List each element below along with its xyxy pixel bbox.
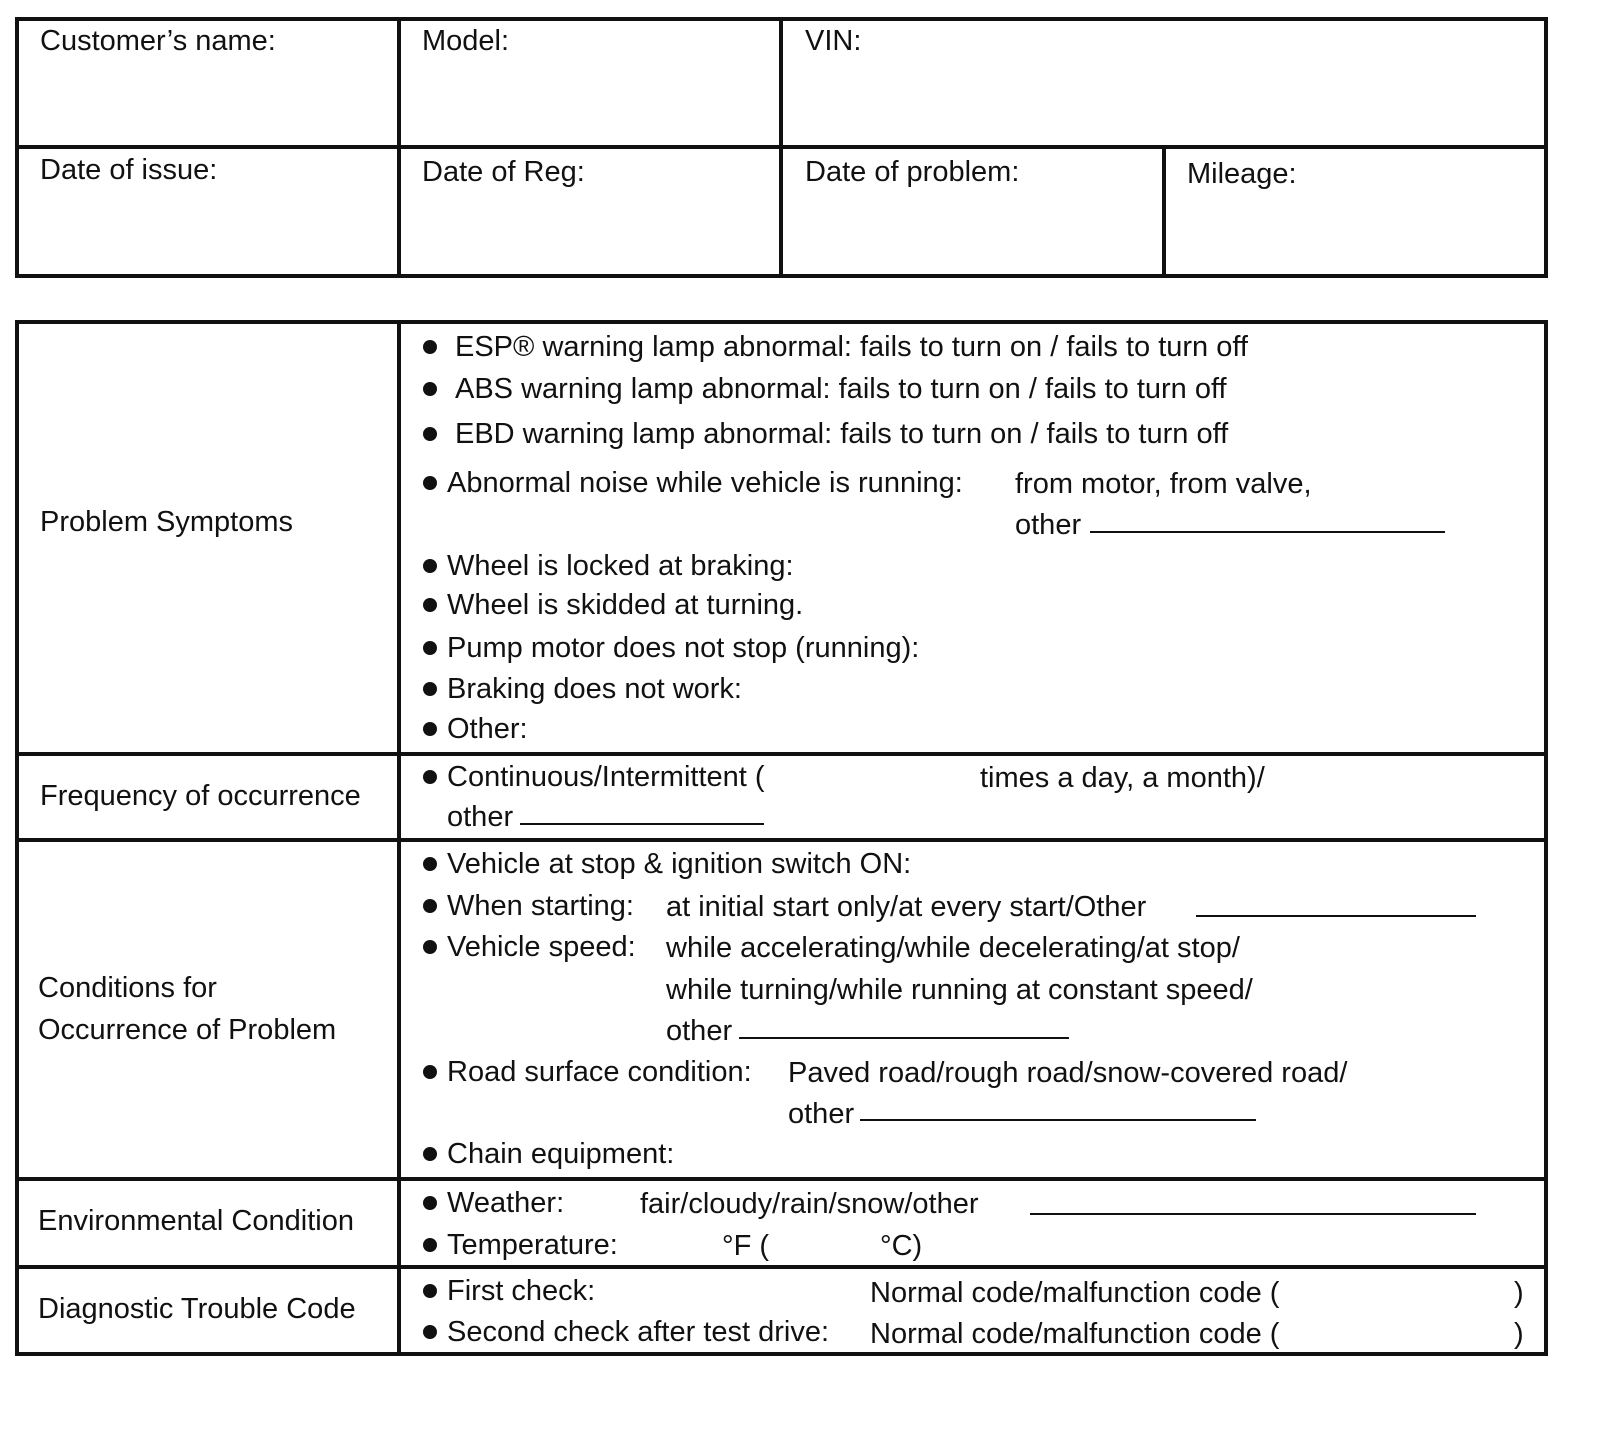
symptom-other: Other: <box>447 713 528 745</box>
dtc-first-check-code: Normal code/malfunction code ( <box>870 1277 1280 1309</box>
frequency-other-blank <box>520 823 764 825</box>
condition-road-label: Road surface condition: <box>447 1056 752 1088</box>
condition-starting-options: at initial start only/at every start/Other <box>666 891 1147 923</box>
bullet-icon <box>423 340 437 354</box>
condition-stop-ignition: Vehicle at stop & ignition switch ON: <box>447 848 912 880</box>
row-divider-3 <box>15 1177 1548 1181</box>
bullet-icon <box>423 641 437 655</box>
bullet-icon <box>423 1147 437 1161</box>
bullet-icon <box>423 940 437 954</box>
bullet-icon <box>423 857 437 871</box>
bullet-icon <box>423 1325 437 1339</box>
bullet-icon <box>423 598 437 612</box>
symptom-abnormal-noise: Abnormal noise while vehicle is running: <box>447 467 963 499</box>
bullet-icon <box>423 682 437 696</box>
bullet-icon <box>423 427 437 441</box>
row-divider-1 <box>15 752 1548 756</box>
condition-starting-label: When starting: <box>447 890 634 922</box>
bullet-icon <box>423 1284 437 1298</box>
temperature-celsius: °C) <box>880 1230 923 1262</box>
header-col-divider-3 <box>1162 147 1166 278</box>
bullet-icon <box>423 476 437 490</box>
dtc-first-check-label: First check: <box>447 1275 596 1307</box>
date-of-issue-label: Date of issue: <box>40 154 218 186</box>
symptom-pump-motor: Pump motor does not stop (running): <box>447 632 920 664</box>
bullet-icon <box>423 1065 437 1079</box>
condition-chain: Chain equipment: <box>447 1138 675 1170</box>
vin-label: VIN: <box>805 25 862 57</box>
noise-options: from motor, from valve, <box>1015 468 1312 500</box>
frequency-other-label: other <box>447 801 514 833</box>
mileage-label: Mileage: <box>1187 158 1297 190</box>
bullet-icon <box>423 899 437 913</box>
condition-road-options: Paved road/rough road/snow-covered road/ <box>788 1057 1348 1089</box>
dtc-second-check-code: Normal code/malfunction code ( <box>870 1318 1280 1350</box>
model-label: Model: <box>422 25 510 57</box>
symptom-wheel-skidded: Wheel is skidded at turning. <box>447 589 804 621</box>
noise-other-blank <box>1090 531 1445 533</box>
symptom-wheel-locked: Wheel is locked at braking: <box>447 550 794 582</box>
bullet-icon <box>423 722 437 736</box>
frequency-label: Frequency of occurrence <box>40 780 361 812</box>
weather-label: Weather: <box>447 1187 565 1219</box>
condition-speed-other-label: other <box>666 1015 733 1047</box>
bullet-icon <box>423 382 437 396</box>
frequency-continuous: Continuous/Intermittent ( <box>447 761 765 793</box>
environment-label: Environmental Condition <box>38 1205 354 1237</box>
temperature-label: Temperature: <box>447 1229 618 1261</box>
speed-other-blank <box>739 1037 1069 1039</box>
dtc-second-check-label: Second check after test drive: <box>447 1316 830 1348</box>
noise-other-label: other <box>1015 509 1082 541</box>
temperature-fahrenheit: °F ( <box>722 1230 770 1262</box>
date-of-reg-label: Date of Reg: <box>422 156 585 188</box>
symptom-ebd-lamp: EBD warning lamp abnormal: fails to turn on / fails to turn off <box>455 418 1229 450</box>
conditions-label-line2: Occurrence of Problem <box>38 1014 337 1046</box>
road-other-blank <box>860 1119 1256 1121</box>
dtc-second-close-paren: ) <box>1514 1318 1524 1350</box>
dtc-label: Diagnostic Trouble Code <box>38 1293 356 1325</box>
row-divider-4 <box>15 1265 1548 1269</box>
condition-speed-line1: while accelerating/while decelerating/at stop/ <box>666 932 1240 964</box>
bullet-icon <box>423 1196 437 1210</box>
condition-speed-label: Vehicle speed: <box>447 931 636 963</box>
condition-road-other-label: other <box>788 1098 855 1130</box>
customer-name-label: Customer’s name: <box>40 25 276 57</box>
conditions-label-line1: Conditions for <box>38 972 217 1004</box>
symptom-esp-lamp: ESP® warning lamp abnormal: fails to turn on / fails to turn off <box>455 331 1248 363</box>
row-divider-2 <box>15 838 1548 842</box>
header-col-divider-1 <box>397 17 401 278</box>
dtc-first-close-paren: ) <box>1514 1277 1524 1309</box>
starting-other-blank <box>1196 915 1476 917</box>
symptom-abs-lamp: ABS warning lamp abnormal: fails to turn on / fails to turn off <box>455 373 1227 405</box>
header-col-divider-2 <box>779 17 783 278</box>
weather-options: fair/cloudy/rain/snow/other <box>640 1188 979 1220</box>
bullet-icon <box>423 770 437 784</box>
bullet-icon <box>423 559 437 573</box>
frequency-times: times a day, a month)/ <box>980 762 1265 794</box>
problem-symptoms-label: Problem Symptoms <box>40 506 294 538</box>
condition-speed-line2: while turning/while running at constant speed/ <box>666 974 1253 1006</box>
symptom-braking: Braking does not work: <box>447 673 742 705</box>
date-of-problem-label: Date of problem: <box>805 156 1020 188</box>
weather-other-blank <box>1030 1213 1476 1215</box>
bullet-icon <box>423 1238 437 1252</box>
